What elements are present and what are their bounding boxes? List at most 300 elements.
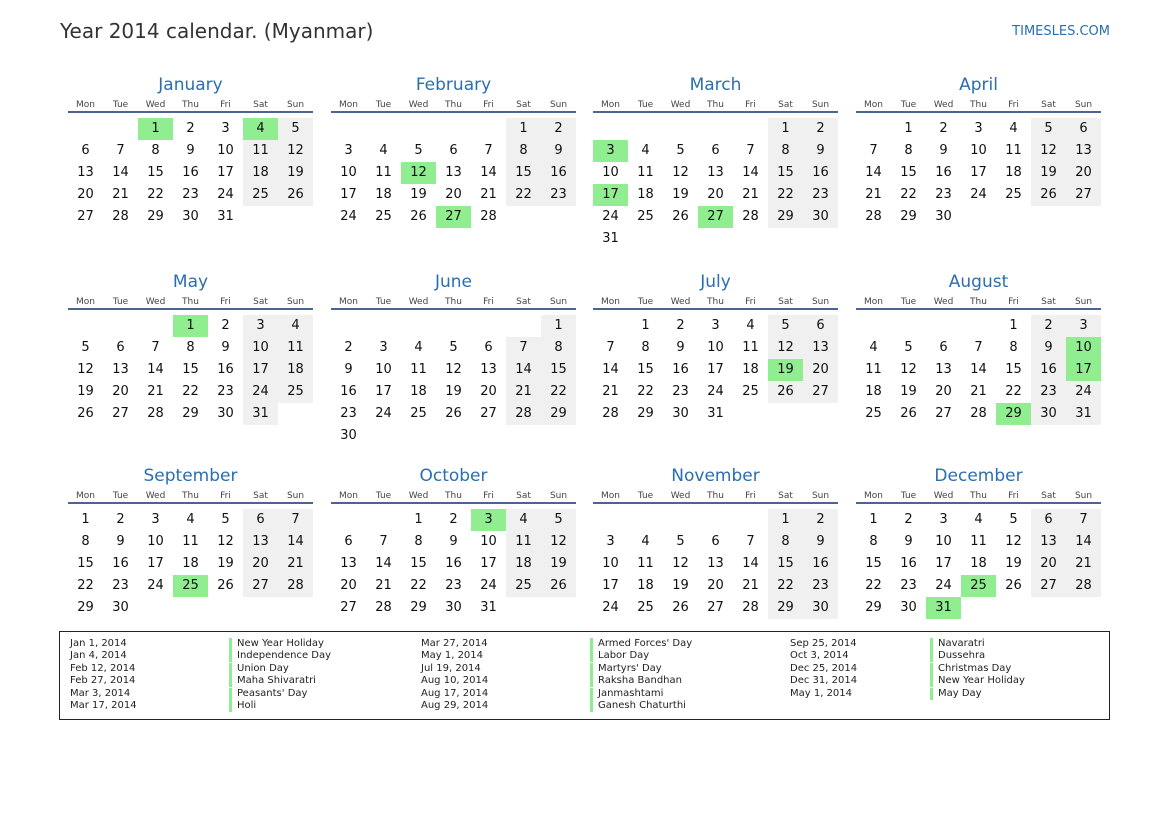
holiday-date: Aug 10, 2014 (421, 675, 489, 687)
day-cell: 24 (602, 209, 619, 224)
day-cell: 1 (768, 509, 803, 531)
month-name: March (689, 75, 742, 95)
day-cell: 13 (77, 165, 94, 180)
weekday-label: Tue (375, 100, 392, 110)
day-cell: 17 (243, 359, 278, 381)
day-cell: 7 (606, 340, 615, 355)
day-cell: 6 (803, 315, 838, 337)
day-cell: 25 (506, 575, 541, 597)
month-name: December (934, 466, 1023, 486)
holiday-name: Raksha Bandhan (590, 675, 682, 687)
day-cell: 3 (151, 512, 160, 527)
day-cell: 30 (217, 406, 234, 421)
day-cell: 17 (147, 556, 164, 571)
holiday-date: Aug 29, 2014 (421, 700, 489, 711)
day-cell: 24 (217, 187, 234, 202)
day-cell: 19 (278, 162, 313, 184)
day-cell: 10 (147, 534, 164, 549)
day-cell: 20 (340, 578, 357, 593)
day-cell: 31 (707, 406, 724, 421)
day-cell: 22 (182, 384, 199, 399)
month-october (331, 466, 576, 641)
weekday-header (856, 296, 1101, 310)
day-cell: 5 (676, 534, 685, 549)
weekday-header (68, 490, 313, 504)
day-cell: 22 (637, 384, 654, 399)
weekday-label: Tue (375, 491, 392, 501)
day-cell: 23 (445, 578, 462, 593)
day-cell: 17 (375, 384, 392, 399)
month-name: June (434, 272, 473, 292)
day-cell: 14 (278, 531, 313, 553)
month-march (593, 75, 838, 250)
day-cell: 14 (1066, 531, 1101, 553)
weekday-label: Thu (970, 297, 987, 307)
day-cell: 14 (147, 362, 164, 377)
day-cell: 24 (707, 384, 724, 399)
day-cell: 8 (414, 534, 423, 549)
weekday-label: Fri (220, 491, 231, 501)
holiday-day-cell: 19 (768, 359, 803, 381)
day-cell: 6 (81, 143, 90, 158)
weekday-label: Sun (1074, 297, 1093, 307)
day-cell: 10 (340, 165, 357, 180)
day-cell: 18 (278, 359, 313, 381)
weekday-label: Wed (933, 297, 954, 307)
day-cell: 19 (900, 384, 917, 399)
holiday-date: Feb 27, 2014 (70, 675, 136, 687)
day-cell: 19 (410, 187, 427, 202)
day-cell: 21 (506, 381, 541, 403)
day-cell: 5 (278, 118, 313, 140)
weekday-label: Sat (253, 100, 268, 110)
holiday-name: Peasants' Day (229, 688, 307, 700)
day-cell: 16 (541, 162, 576, 184)
day-cell: 28 (742, 600, 759, 615)
day-cell: 27 (77, 209, 94, 224)
day-cell: 12 (278, 140, 313, 162)
day-cell: 8 (1009, 340, 1018, 355)
day-cell: 7 (974, 340, 983, 355)
holiday-date: Sep 25, 2014 (790, 638, 857, 649)
day-cell: 21 (742, 578, 759, 593)
day-cell: 14 (112, 165, 129, 180)
weekday-label: Thu (970, 491, 987, 501)
day-cell: 3 (939, 512, 948, 527)
month-september (68, 466, 313, 641)
day-cell: 2 (116, 512, 125, 527)
holiday-day-cell: 31 (926, 597, 961, 619)
weekday-label: Tue (900, 297, 917, 307)
day-cell: 22 (541, 381, 576, 403)
day-cell: 11 (865, 362, 882, 377)
day-cell: 25 (278, 381, 313, 403)
day-cell: 5 (904, 340, 913, 355)
day-cell: 27 (340, 600, 357, 615)
day-cell: 21 (112, 187, 129, 202)
day-cell: 26 (1005, 578, 1022, 593)
weekday-label: Tue (900, 100, 917, 110)
weekday-label: Sun (549, 297, 568, 307)
day-cell: 28 (278, 575, 313, 597)
holiday-date: May 1, 2014 (421, 650, 484, 662)
day-cell: 13 (935, 362, 952, 377)
holiday-name: May Day (930, 688, 982, 700)
page-title: Year 2014 calendar. (Myanmar) (60, 19, 374, 43)
weekday-label: Sat (253, 297, 268, 307)
day-cell: 10 (935, 534, 952, 549)
day-cell: 28 (970, 406, 987, 421)
day-cell: 22 (865, 578, 882, 593)
day-cell: 22 (900, 187, 917, 202)
day-cell: 4 (746, 318, 755, 333)
weekday-header (593, 99, 838, 113)
day-cell: 12 (541, 531, 576, 553)
day-cell: 19 (1005, 556, 1022, 571)
day-cell: 11 (1005, 143, 1022, 158)
weekday-label: Mon (864, 491, 883, 501)
weekday-label: Wed (670, 491, 691, 501)
weekday-label: Sat (516, 491, 531, 501)
day-cell: 16 (672, 362, 689, 377)
day-cell: 12 (1005, 534, 1022, 549)
day-cell: 2 (904, 512, 913, 527)
day-cell: 29 (77, 600, 94, 615)
day-cell: 30 (1031, 403, 1066, 425)
day-cell: 12 (768, 337, 803, 359)
day-cell: 2 (1031, 315, 1066, 337)
day-cell: 5 (1031, 118, 1066, 140)
day-cell: 3 (243, 315, 278, 337)
weekday-label: Mon (339, 100, 358, 110)
day-cell: 29 (147, 209, 164, 224)
month-name: February (415, 75, 492, 95)
weekday-label: Sun (811, 491, 830, 501)
day-cell: 1 (768, 118, 803, 140)
day-cell: 21 (602, 384, 619, 399)
day-cell: 26 (445, 406, 462, 421)
day-cell: 24 (935, 578, 952, 593)
day-cell: 22 (77, 578, 94, 593)
day-cell: 24 (480, 578, 497, 593)
day-cell: 13 (707, 556, 724, 571)
day-cell: 13 (1066, 140, 1101, 162)
weekday-label: Thu (182, 100, 199, 110)
day-cell: 5 (676, 143, 685, 158)
holiday-name: Dussehra (930, 650, 985, 662)
weekday-label: Sat (516, 100, 531, 110)
weekday-label: Thu (182, 491, 199, 501)
day-cell: 12 (672, 165, 689, 180)
holiday-date: Dec 25, 2014 (790, 662, 858, 674)
day-cell: 7 (869, 143, 878, 158)
day-cell: 9 (116, 534, 125, 549)
holiday-name: Union Day (229, 663, 289, 675)
day-cell: 23 (340, 406, 357, 421)
day-cell: 26 (672, 600, 689, 615)
weekday-label: Fri (745, 100, 756, 110)
day-cell: 11 (742, 340, 759, 355)
day-cell: 9 (803, 531, 838, 553)
day-cell: 1 (541, 315, 576, 337)
day-cell: 29 (768, 206, 803, 228)
day-cell: 16 (1031, 359, 1066, 381)
day-cell: 11 (375, 165, 392, 180)
day-cell: 7 (746, 534, 755, 549)
day-cell: 1 (81, 512, 90, 527)
weekday-label: Sat (778, 491, 793, 501)
holiday-day-cell: 10 (1066, 337, 1101, 359)
holiday-date: Jan 1, 2014 (70, 638, 127, 649)
day-cell: 2 (676, 318, 685, 333)
day-cell: 6 (711, 534, 720, 549)
day-cell: 20 (445, 187, 462, 202)
day-cell: 16 (182, 165, 199, 180)
weekday-label: Sun (286, 491, 305, 501)
day-cell: 21 (865, 187, 882, 202)
day-cell: 31 (602, 231, 619, 246)
day-cell: 14 (742, 556, 759, 571)
weekday-label: Fri (483, 491, 494, 501)
day-cell: 18 (182, 556, 199, 571)
day-cell: 19 (445, 384, 462, 399)
holiday-day-cell: 27 (698, 206, 733, 228)
holiday-day-cell: 3 (593, 140, 628, 162)
weekday-label: Wed (408, 297, 429, 307)
day-cell: 18 (410, 384, 427, 399)
weekday-label: Fri (745, 297, 756, 307)
day-cell: 9 (541, 140, 576, 162)
holiday-day-cell: 17 (1066, 359, 1101, 381)
day-cell: 4 (186, 512, 195, 527)
day-cell: 6 (1066, 118, 1101, 140)
holiday-day-cell: 12 (401, 162, 436, 184)
day-cell: 25 (637, 209, 654, 224)
day-cell: 29 (768, 597, 803, 619)
weekday-label: Mon (76, 491, 95, 501)
day-cell: 3 (344, 143, 353, 158)
weekday-label: Wed (408, 100, 429, 110)
day-cell: 16 (340, 384, 357, 399)
month-august (856, 272, 1101, 447)
day-cell: 25 (410, 406, 427, 421)
month-name: August (948, 272, 1009, 292)
weekday-label: Wed (145, 491, 166, 501)
day-cell: 11 (278, 337, 313, 359)
day-cell: 2 (344, 340, 353, 355)
day-cell: 31 (480, 600, 497, 615)
day-cell: 27 (707, 600, 724, 615)
day-cell: 3 (379, 340, 388, 355)
day-cell: 17 (602, 578, 619, 593)
day-cell: 16 (217, 362, 234, 377)
day-cell: 19 (672, 187, 689, 202)
day-cell: 10 (970, 143, 987, 158)
day-cell: 8 (506, 140, 541, 162)
month-july (593, 272, 838, 447)
day-cell: 27 (480, 406, 497, 421)
day-cell: 2 (803, 509, 838, 531)
day-cell: 30 (935, 209, 952, 224)
weekday-label: Wed (145, 297, 166, 307)
day-cell: 29 (541, 403, 576, 425)
site-link[interactable]: TIMESLES.COM (1012, 24, 1110, 39)
day-cell: 1 (1009, 318, 1018, 333)
day-cell: 22 (768, 184, 803, 206)
day-cell: 22 (1005, 384, 1022, 399)
day-cell: 9 (186, 143, 195, 158)
day-cell: 4 (506, 509, 541, 531)
day-cell: 26 (410, 209, 427, 224)
holiday-name: Martyrs' Day (590, 663, 662, 675)
day-cell: 20 (707, 187, 724, 202)
day-cell: 24 (1066, 381, 1101, 403)
day-cell: 8 (768, 531, 803, 553)
day-cell: 4 (974, 512, 983, 527)
day-cell: 21 (742, 187, 759, 202)
holiday-date: Jul 19, 2014 (421, 662, 481, 674)
day-cell: 7 (506, 337, 541, 359)
day-cell: 23 (803, 575, 838, 597)
weekday-header (331, 490, 576, 504)
day-cell: 5 (541, 509, 576, 531)
day-cell: 2 (186, 121, 195, 136)
day-cell: 5 (449, 340, 458, 355)
weekday-header (68, 296, 313, 310)
day-cell: 5 (1009, 512, 1018, 527)
day-cell: 27 (1066, 184, 1101, 206)
weekday-label: Tue (637, 491, 654, 501)
holiday-day-cell: 29 (996, 403, 1031, 425)
day-cell: 1 (904, 121, 913, 136)
day-cell: 31 (217, 209, 234, 224)
month-january (68, 75, 313, 250)
weekday-label: Mon (864, 297, 883, 307)
holiday-date: Oct 3, 2014 (790, 650, 849, 662)
day-cell: 16 (935, 165, 952, 180)
day-cell: 15 (900, 165, 917, 180)
day-cell: 25 (243, 184, 278, 206)
holiday-name: Independence Day (229, 650, 331, 662)
day-cell: 2 (939, 121, 948, 136)
day-cell: 15 (637, 362, 654, 377)
day-cell: 19 (1031, 162, 1066, 184)
day-cell: 15 (1005, 362, 1022, 377)
day-cell: 19 (541, 553, 576, 575)
weekday-label: Wed (408, 491, 429, 501)
month-june (331, 272, 576, 447)
day-cell: 9 (449, 534, 458, 549)
weekday-label: Tue (900, 491, 917, 501)
day-cell: 11 (410, 362, 427, 377)
day-cell: 21 (1066, 553, 1101, 575)
day-cell: 10 (217, 143, 234, 158)
day-cell: 12 (77, 362, 94, 377)
day-cell: 11 (182, 534, 199, 549)
holiday-day-cell: 4 (243, 118, 278, 140)
holiday-day-cell: 1 (173, 315, 208, 337)
day-cell: 29 (182, 406, 199, 421)
weekday-label: Tue (112, 297, 129, 307)
day-cell: 21 (147, 384, 164, 399)
day-cell: 6 (711, 143, 720, 158)
day-cell: 6 (243, 509, 278, 531)
day-cell: 4 (379, 143, 388, 158)
day-cell: 27 (803, 381, 838, 403)
day-cell: 6 (484, 340, 493, 355)
day-cell: 23 (803, 184, 838, 206)
day-cell: 22 (768, 575, 803, 597)
day-cell: 2 (803, 118, 838, 140)
weekday-label: Sun (1074, 100, 1093, 110)
day-cell: 11 (637, 556, 654, 571)
day-cell: 5 (768, 315, 803, 337)
weekday-label: Sun (549, 491, 568, 501)
weekday-label: Sat (778, 100, 793, 110)
day-cell: 14 (865, 165, 882, 180)
day-cell: 12 (900, 362, 917, 377)
day-cell: 11 (970, 534, 987, 549)
day-cell: 23 (1031, 381, 1066, 403)
holiday-day-cell: 27 (436, 206, 471, 228)
holiday-name: Ganesh Chaturthi (590, 700, 686, 712)
holiday-name: Maha Shivaratri (229, 675, 316, 687)
day-cell: 14 (970, 362, 987, 377)
day-cell: 21 (278, 553, 313, 575)
day-cell: 10 (602, 165, 619, 180)
day-cell: 16 (900, 556, 917, 571)
day-cell: 9 (676, 340, 685, 355)
day-cell: 17 (707, 362, 724, 377)
day-cell: 28 (506, 403, 541, 425)
day-cell: 15 (506, 162, 541, 184)
weekday-label: Mon (339, 491, 358, 501)
weekday-label: Thu (182, 297, 199, 307)
day-cell: 30 (803, 597, 838, 619)
day-cell: 14 (480, 165, 497, 180)
day-cell: 11 (637, 165, 654, 180)
weekday-header (856, 99, 1101, 113)
day-cell: 20 (1066, 162, 1101, 184)
holiday-name: Holi (229, 700, 256, 712)
holiday-name: Christmas Day (930, 663, 1011, 675)
day-cell: 29 (865, 600, 882, 615)
month-november (593, 466, 838, 641)
day-cell: 15 (541, 359, 576, 381)
day-cell: 18 (637, 187, 654, 202)
day-cell: 4 (1009, 121, 1018, 136)
weekday-label: Mon (339, 297, 358, 307)
day-cell: 14 (602, 362, 619, 377)
day-cell: 20 (1031, 553, 1066, 575)
month-february (331, 75, 576, 250)
day-cell: 6 (939, 340, 948, 355)
day-cell: 13 (445, 165, 462, 180)
day-cell: 27 (243, 575, 278, 597)
day-cell: 29 (637, 406, 654, 421)
day-cell: 13 (112, 362, 129, 377)
weekday-label: Thu (707, 297, 724, 307)
holiday-date: Feb 12, 2014 (70, 662, 136, 674)
weekday-label: Tue (112, 491, 129, 501)
holiday-name: Armed Forces' Day (590, 638, 692, 650)
day-cell: 25 (865, 406, 882, 421)
day-cell: 20 (935, 384, 952, 399)
weekday-label: Tue (637, 100, 654, 110)
day-cell: 2 (221, 318, 230, 333)
day-cell: 7 (151, 340, 160, 355)
day-cell: 30 (900, 600, 917, 615)
